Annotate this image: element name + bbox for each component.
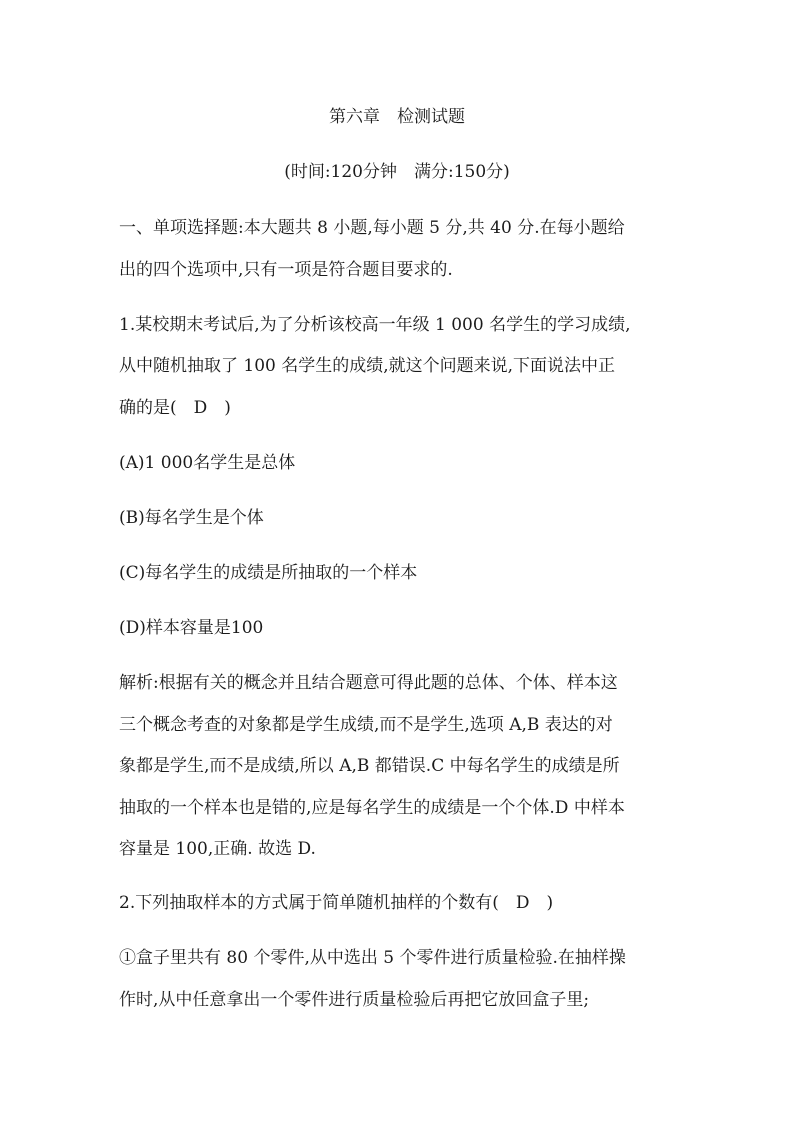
question-1-analysis-line-1: 解析:根据有关的概念并且结合题意可得此题的总体、个体、样本这 [119,673,618,693]
section-intro-line-2: 出的四个选项中,只有一项是符合题目要求的. [119,260,453,280]
page-subtitle: (时间:120分钟 满分:150分) [284,162,510,182]
page-title: 第六章 检测试题 [329,107,465,127]
question-1-analysis-line-2: 三个概念考查的对象都是学生成绩,而不是学生,选项 A,B 表达的对 [119,715,613,735]
question-1-option-a: (A)1 000名学生是总体 [119,453,296,473]
question-1-option-d: (D)样本容量是100 [119,618,264,638]
question-1-analysis-line-5: 容量是 100,正确. 故选 D. [119,839,316,859]
question-1-analysis-line-4: 抽取的一个样本也是错的,应是每名学生的成绩是一个个体.D 中样本 [119,798,625,818]
question-1-option-c: (C)每名学生的成绩是所抽取的一个样本 [119,563,418,583]
question-2-item-1-line-1: ①盒子里共有 80 个零件,从中选出 5 个零件进行质量检验.在抽样操 [119,948,626,968]
question-2-item-1-line-2: 作时,从中任意拿出一个零件进行质量检验后再把它放回盒子里; [119,990,590,1010]
question-2-stem: 2.下列抽取样本的方式属于简单随机抽样的个数有( D ) [119,893,554,913]
question-1-analysis-line-3: 象都是学生,而不是成绩,所以 A,B 都错误.C 中每名学生的成绩是所 [119,756,620,776]
question-1-line-3: 确的是( D ) [119,398,231,418]
question-1-line-1: 1.某校期末考试后,为了分析该校高一年级 1 000 名学生的学习成绩, [119,315,631,335]
question-1-option-b: (B)每名学生是个体 [119,508,264,528]
section-intro-line-1: 一、单项选择题:本大题共 8 小题,每小题 5 分,共 40 分.在每小题给 [119,218,625,238]
question-1-line-2: 从中随机抽取了 100 名学生的成绩,就这个问题来说,下面说法中正 [119,356,616,376]
